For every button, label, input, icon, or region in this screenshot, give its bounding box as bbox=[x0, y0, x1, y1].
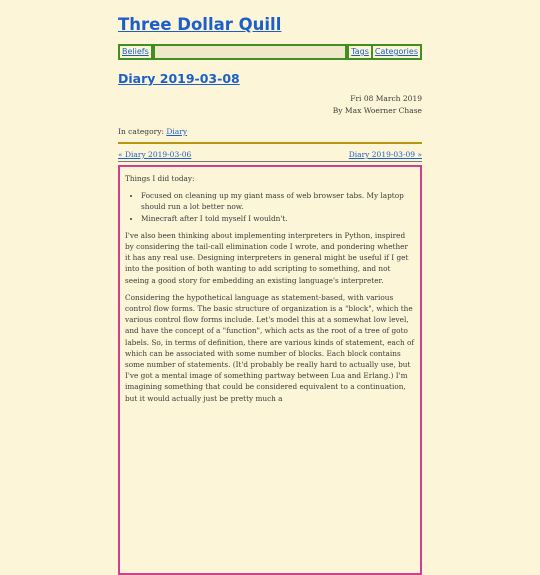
site-title-link[interactable]: Three Dollar Quill bbox=[118, 15, 282, 34]
post-title-link[interactable]: Diary 2019-03-08 bbox=[118, 71, 240, 86]
next-post-link[interactable]: Diary 2019-03-09 » bbox=[348, 150, 422, 159]
todo-list bbox=[125, 190, 415, 224]
page bbox=[118, 15, 422, 575]
nav-beliefs-link[interactable]: Beliefs bbox=[122, 47, 149, 56]
nav-tags-link[interactable]: Tags bbox=[351, 47, 369, 56]
divider-rule bbox=[118, 142, 422, 144]
post-date: Fri 08 March 2019 bbox=[350, 94, 422, 103]
nav-divider bbox=[151, 46, 153, 58]
post-category bbox=[118, 127, 422, 137]
category-label: In category: bbox=[118, 127, 164, 136]
content-intro: Things I did today: bbox=[125, 174, 195, 183]
post-pager bbox=[118, 150, 422, 162]
category-link[interactable]: Diary bbox=[166, 127, 188, 136]
nav-bar bbox=[118, 44, 422, 60]
list-item: • Focused on cleaning up my giant mass of web browser tabs. My laptop should run a lot better now. bbox=[141, 190, 415, 212]
post-content bbox=[118, 165, 422, 575]
nav-spacer bbox=[155, 46, 345, 58]
post-meta bbox=[118, 93, 422, 117]
nav-categories-link[interactable]: Categories bbox=[374, 47, 418, 56]
post-author: By Max Woerner Chase bbox=[332, 106, 422, 115]
prev-post-link[interactable]: « Diary 2019-03-06 bbox=[118, 150, 192, 159]
list-item: • Minecraft after I told myself I wouldn't. bbox=[141, 213, 415, 224]
content-paragraph: I've also been thinking about implementing interpreters in Python, inspired by considering the tail-call elimination code I wrote, and pondering whether it has any real use. Designing interpreters in general might be useful if I get into the position of both wanting to add scripting to something, and not seeing a good story for embedding an existing language's interpreter. bbox=[125, 230, 409, 285]
content-paragraph: Considering the hypothetical language as statement-based, with various control flow forms. The basic structure of organization is a "block", which the various control flow forms include. Let's model this at a somewhat low level, and have the concept of a "function", which acts as the root of a tree of goto labels. So, in terms of definition, there are various kinds of statement, each of which can be associated with some number of blocks. Each block contains some number of statements. (It'd probably be really hard to actually use, but I've got a mental image of something partway between Lua and Erlang.) I'm imagining something that could be considered equivalent to a continuation, but it would actually just be pretty much a bbox=[125, 292, 415, 403]
